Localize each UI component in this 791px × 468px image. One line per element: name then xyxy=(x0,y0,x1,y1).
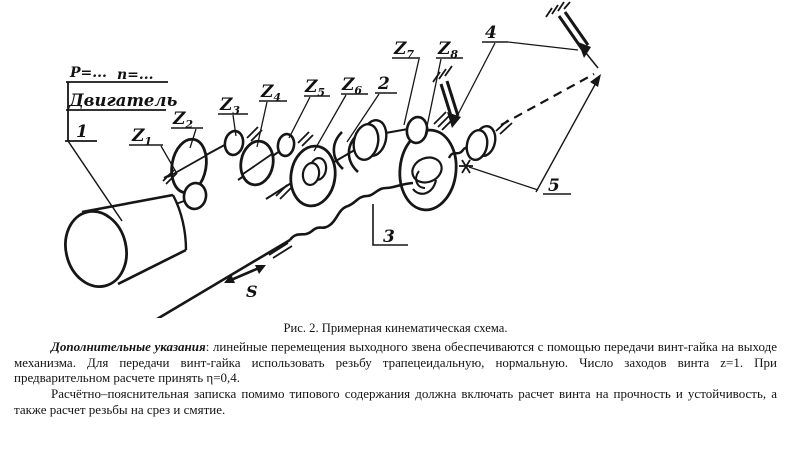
end-drum xyxy=(464,128,490,162)
screw-line xyxy=(152,240,290,318)
z5-leader xyxy=(289,97,310,138)
power-label: P=... xyxy=(70,65,107,81)
z1-base: Z xyxy=(132,126,145,146)
s-direction xyxy=(224,265,266,301)
z3-sub: 3 xyxy=(232,104,241,117)
gear-z3 xyxy=(223,130,245,157)
notes-paragraph-2 xyxy=(14,386,777,417)
travel-dashed-line xyxy=(501,74,594,125)
notes-paragraph-2-text: Расчётно–пояснительная записка помимо типового содержания должна включать расчет винта на прочность и устойчивость, а также расчет резьбы на срез и смятие. xyxy=(14,386,777,417)
hash-z7-b xyxy=(438,115,450,127)
z8-sub: 8 xyxy=(450,48,459,61)
gear-z5 xyxy=(276,133,296,157)
support-lower-tick-2 xyxy=(439,69,446,79)
motor-face xyxy=(58,205,135,293)
z5-base: Z xyxy=(305,77,318,97)
z6-sub: 6 xyxy=(354,84,363,97)
z5-sub: 5 xyxy=(317,86,326,99)
z1-sub: 1 xyxy=(144,135,153,148)
ref-3-label: 3 xyxy=(383,227,395,247)
z8-base: Z xyxy=(438,39,451,59)
support-upper-tick-2 xyxy=(552,5,558,14)
z8-leader xyxy=(425,59,441,136)
support-upper-arrowhead-icon xyxy=(578,42,591,58)
z4-base: Z xyxy=(261,82,274,102)
support-upper-tick-1 xyxy=(546,8,552,17)
notes-lead-in: Дополнительные указания xyxy=(51,339,206,354)
nut-mark xyxy=(459,160,473,173)
ref-4-leader-right xyxy=(508,42,578,50)
motor-label: Двигатель xyxy=(69,91,178,110)
figure-text-block xyxy=(14,321,777,418)
s-label: S xyxy=(246,282,258,301)
hash-z7-a xyxy=(434,112,446,124)
ref-4-leader-left xyxy=(453,43,495,124)
notes-paragraph-1 xyxy=(14,339,777,386)
z4-sub: 4 xyxy=(273,91,282,104)
ref-1-label: 1 xyxy=(76,122,88,142)
support-upper-tick-4 xyxy=(564,2,570,9)
z7-sub: 7 xyxy=(406,48,415,61)
ref-5-leader-left xyxy=(469,167,538,190)
ref-5-arrowhead-icon xyxy=(590,74,601,87)
coupling-symbol xyxy=(334,118,390,172)
z2-base: Z xyxy=(173,109,186,129)
speed-label: n=... xyxy=(117,67,154,83)
support-upper-tail xyxy=(586,53,598,68)
ref-4-label: 4 xyxy=(485,23,497,43)
z2-sub: 2 xyxy=(185,118,194,131)
z7-leader xyxy=(404,59,419,125)
hash-screw-a xyxy=(269,243,288,255)
motor-body-bottom xyxy=(118,250,186,284)
support-upper-tick-3 xyxy=(558,2,564,11)
shaft-break-marks xyxy=(163,112,512,258)
support-lower-tick-3 xyxy=(445,66,452,76)
motor-symbol xyxy=(58,195,192,293)
z7-base: Z xyxy=(394,39,407,59)
z6-base: Z xyxy=(342,75,355,95)
z3-base: Z xyxy=(220,95,233,115)
support-upper xyxy=(546,2,598,68)
z6-leader xyxy=(314,95,346,151)
gear-pair-3 xyxy=(276,133,339,209)
ref-2-label: 2 xyxy=(378,74,390,94)
ref-5-leader-up xyxy=(536,81,597,192)
motor-body-top xyxy=(82,195,173,212)
figure-caption: Рис. 2. Примерная кинематическая схема. xyxy=(283,321,508,335)
ref-5-label: 5 xyxy=(548,176,560,196)
notes-paragraph-1-text: : линейные перемещения выходного звена обеспечиваются с помощью передачи винт-гайка на выходе механизма. Для передачи винт-гайка использовать резьбу трапецеидальную, нормальную. Число заходов винта z=1. При предварительном расчете принять η=0,4. xyxy=(14,339,777,386)
gear-pair-2 xyxy=(223,130,277,188)
